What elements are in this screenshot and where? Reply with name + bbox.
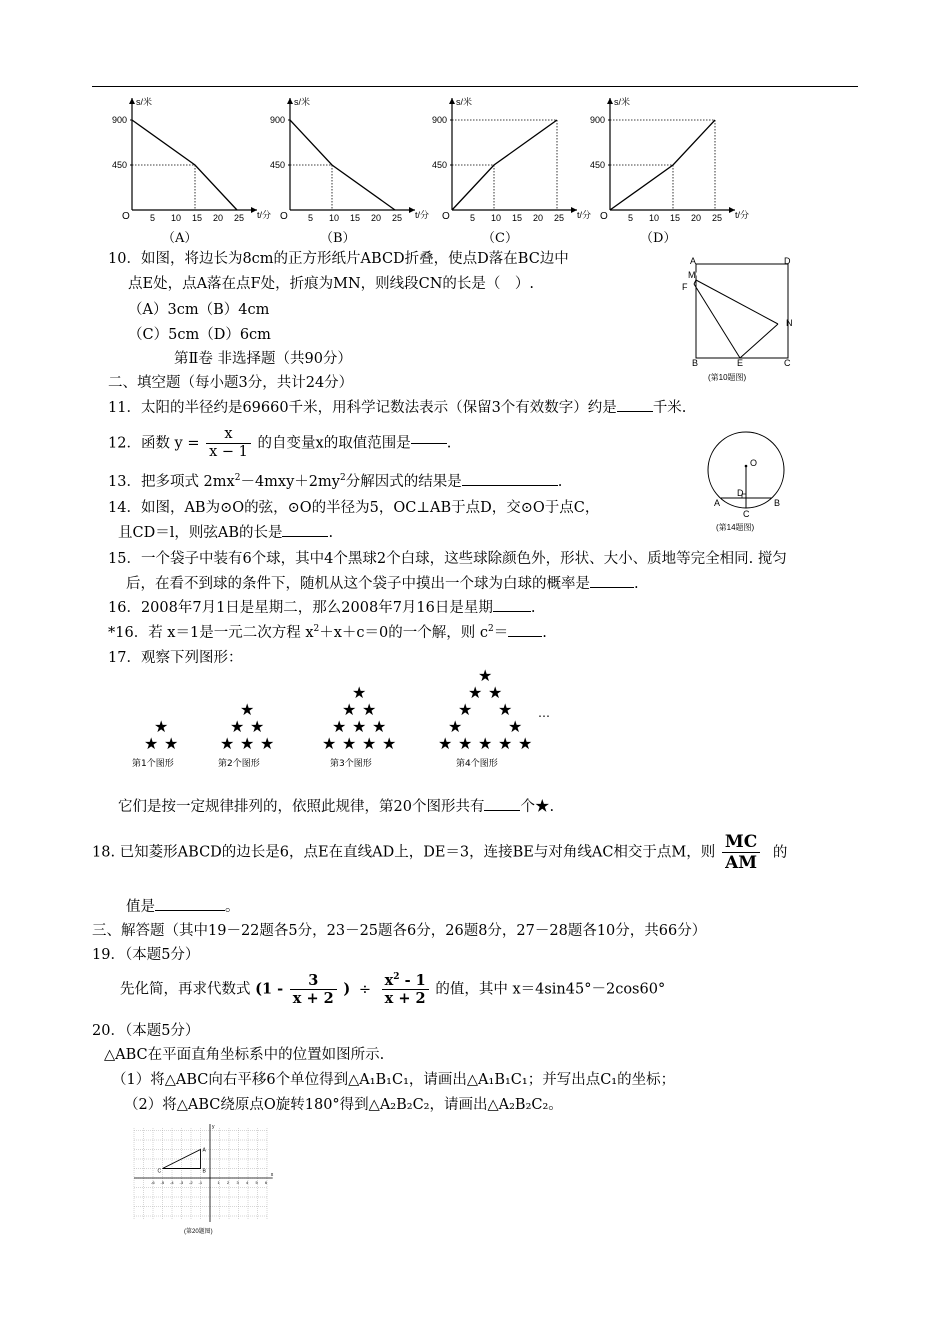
star: ★ (164, 734, 179, 753)
x-label: t/分 (415, 210, 430, 220)
tick-label: -1 (198, 1180, 203, 1185)
star: ★ (352, 683, 367, 702)
y-tick-label: 450 (432, 160, 448, 170)
y-tick-label: 900 (112, 115, 128, 125)
q19-f1-num: 3 (290, 972, 337, 990)
star: ★ (498, 700, 513, 719)
star: ★ (240, 700, 255, 719)
x-tick-label: 10 (171, 213, 182, 223)
y-label: s/米 (136, 97, 153, 107)
q16-text: 16．2008年7月1日是星期二，那么2008年7月16日是星期 (108, 600, 493, 616)
q10-label-c: C (784, 358, 791, 368)
q19-f2-num-tail: - 1 (399, 972, 426, 989)
x-tick-label: 20 (533, 213, 544, 223)
q10-label-m: M (688, 270, 696, 280)
q10-label-f: F (682, 282, 688, 292)
q13-end: . (557, 474, 563, 490)
star: ★ (518, 734, 533, 753)
y-tick-label: 450 (590, 160, 606, 170)
star: ★ (250, 717, 265, 736)
graph-letter: （D） (640, 231, 677, 246)
star: ★ (458, 700, 473, 719)
q17-after-pre: 它们是按一定规律排列的，依照此规律，第20个图形共有 (118, 799, 485, 815)
x-tick-label: 15 (350, 213, 361, 223)
star-figure-caption: 第4个图形 (456, 759, 498, 769)
graph-2 (432, 96, 591, 246)
origin-label: O (122, 211, 130, 222)
q10-label-b: B (692, 358, 699, 368)
q16b-mid: ＋x＋c＝0的一个解，则 c (319, 625, 488, 641)
star: ★ (260, 734, 275, 753)
star: ★ (468, 683, 483, 702)
x-tick-label: 5 (628, 213, 634, 223)
x-tick-label: 10 (649, 213, 660, 223)
q18-denominator: AM (725, 853, 758, 873)
star-figure-caption: 第1个图形 (132, 759, 174, 769)
q14-label-b: B (774, 498, 781, 508)
q16b: *16．若 x＝1是一元二次方程 $x^2+x+c=0$的一个解，则 $c^2=$ . (108, 624, 547, 641)
x-tick-label: 10 (329, 213, 340, 223)
graph-letter: （A） (162, 231, 198, 246)
tick-label: 3 (236, 1180, 239, 1185)
q17-text: 17．观察下列图形： (108, 650, 243, 666)
x-tick-label: 15 (670, 213, 681, 223)
label-y: y (212, 1124, 215, 1130)
q14-label-c: C (743, 509, 750, 519)
graphs-svg (100, 92, 860, 252)
x-tick-label: 25 (234, 213, 245, 223)
q18-line2-text: 值是 (126, 899, 155, 915)
q19-f2-num: $x^2 - 1$ (382, 972, 429, 990)
q18-end: 。 (225, 899, 240, 915)
q17-after-post: 个★. (520, 799, 555, 815)
q16-answer-blank[interactable] (493, 611, 531, 612)
q19-fraction1 (290, 972, 337, 1007)
q14-answer-blank[interactable] (282, 536, 328, 537)
section3-heading: 三、解答题（其中19－22题各5分，23－25题各6分，26题8分，27－28题各10分，共66分） (92, 923, 707, 939)
star: ★ (240, 734, 255, 753)
q17-answer-blank[interactable] (484, 810, 520, 811)
q18-line2 (126, 898, 240, 916)
q12-post: 的自变量x的取值范围是 (257, 435, 411, 452)
q10-line1: 10．如图，将边长为8cm的正方形纸片ABCD折叠，使点D落在BC边中 (108, 251, 569, 267)
x-tick-label: 10 (491, 213, 502, 223)
y-arrow (607, 98, 613, 104)
star: ★ (230, 717, 245, 736)
q16b-answer-blank[interactable] (508, 636, 542, 637)
label-x: x (270, 1172, 274, 1178)
q14-line2 (118, 524, 333, 542)
q11 (108, 399, 686, 417)
label-b: B (202, 1168, 206, 1175)
q19-lpar: (1 - (255, 980, 284, 998)
star-figure-caption: 第2个图形 (218, 759, 260, 769)
star: ★ (508, 717, 523, 736)
q18-answer-blank[interactable] (155, 910, 225, 911)
y-label: s/米 (456, 97, 473, 107)
star: ★ (478, 666, 493, 685)
tick-label: 1 (217, 1180, 220, 1185)
y-arrow (449, 98, 455, 104)
tick-label: -4 (170, 1180, 174, 1185)
graphs-row (100, 92, 860, 252)
star: ★ (372, 717, 387, 736)
q10-caption: (第10题图) (708, 373, 747, 382)
q17-star-figures (120, 668, 560, 776)
q13-mid: －4mxy＋2my (240, 474, 340, 490)
q20-line1: △ABC在平面直角坐标系中的位置如图所示. (104, 1047, 385, 1063)
tick-label: -6 (151, 1180, 155, 1185)
y-tick-label: 450 (270, 160, 286, 170)
q12-pre: 12．函数 y = (108, 435, 200, 452)
q16b-end: . (542, 625, 547, 641)
section2-heading: 二、填空题（每小题3分，共计24分） (108, 375, 354, 391)
x-label: t/分 (257, 210, 272, 220)
tick-label: 5 (255, 1180, 258, 1185)
x-tick-label: 15 (512, 213, 523, 223)
q15-line1: 15．一个袋子中装有6个球，其中4个黑球2个白球，这些球除颜色外，形状、大小、质地等完全相同. 搅匀 (108, 551, 787, 567)
x-tick-label: 25 (392, 213, 403, 223)
star: ★ (144, 734, 159, 753)
q15-line2 (126, 575, 639, 593)
x-tick-label: 5 (308, 213, 314, 223)
y-arrow (287, 98, 293, 104)
x-tick-label: 5 (470, 213, 476, 223)
q16b-post: ＝ (493, 625, 509, 641)
q13-answer-blank[interactable] (462, 485, 558, 486)
q10-label-e: E (737, 358, 744, 368)
star: ★ (448, 717, 463, 736)
x-tick-label: 25 (712, 213, 723, 223)
q18-text: 18. 已知菱形ABCD的边长是6，点E在直线AD上，DE＝3，连接BE与对角线AC相交于点M，则 (92, 844, 716, 861)
q14-label-o: O (750, 458, 758, 468)
star: ★ (438, 734, 453, 753)
graph-0 (112, 96, 271, 246)
q13-pre: 13．把多项式 2mx (108, 474, 235, 490)
q12-end: . (446, 435, 452, 452)
star: ★ (352, 717, 367, 736)
q10-option-cd: （C）5cm（D）6cm (128, 327, 271, 343)
q14-figure (700, 428, 800, 538)
star: ★ (362, 700, 377, 719)
q18-fraction (722, 832, 760, 873)
tick-label: 4 (246, 1180, 249, 1185)
q11-answer-blank[interactable] (617, 411, 653, 412)
q10-option-ab: （A）3cm（B）4cm (128, 302, 270, 318)
x-label: t/分 (735, 210, 750, 220)
star: ★ (362, 734, 377, 753)
q18-post: 的 (772, 844, 788, 861)
q15-answer-blank[interactable] (590, 587, 634, 588)
star: ★ (488, 683, 503, 702)
part2-heading: 第Ⅱ卷 非选择题（共90分） (174, 351, 352, 367)
q10-label-a: A (690, 256, 697, 266)
x-tick-label: 20 (213, 213, 224, 223)
y-arrow (129, 98, 135, 104)
q12 (108, 426, 451, 461)
star: ★ (342, 734, 357, 753)
q15-end: . (634, 576, 639, 592)
q16b-pre: *16．若 x＝1是一元二次方程 x (108, 625, 314, 641)
q19-div: ÷ (358, 981, 371, 998)
x-tick-label: 5 (150, 213, 156, 223)
star: ★ (154, 717, 169, 736)
star: ★ (478, 734, 493, 753)
q20-line3: （2）将△ABC绕原点O旋转180°得到△A₂B₂C₂，请画出△A₂B₂C₂。 (124, 1097, 563, 1113)
q16-end: . (530, 600, 536, 616)
star: ★ (382, 734, 397, 753)
q12-denominator: x − 1 (209, 444, 248, 460)
q19-f2-den: x + 2 (384, 990, 426, 1007)
x-tick-label: 15 (192, 213, 203, 223)
q10-label-d: D (784, 256, 791, 266)
star: ★ (322, 734, 337, 753)
q14-line2-text: 且CD＝l，则弦AB的长是 (118, 525, 283, 541)
q17-after (118, 798, 554, 816)
x-label: t/分 (577, 210, 592, 220)
q11-text: 11．太阳的半径约是69660千米，用科学记数法表示（保留3个有效数字）约是 (108, 400, 617, 416)
origin-label: O (600, 211, 608, 222)
label-a: A (202, 1147, 206, 1154)
q20-caption: (第20题图) (184, 1229, 213, 1235)
y-tick-label: 900 (270, 115, 286, 125)
star: ★ (458, 734, 473, 753)
q13: 13．把多项式 $2mx^2-4mxy+2my^2$分解因式的结果是 . (108, 473, 563, 490)
y-label: s/米 (614, 97, 631, 107)
q20-line2: （1）将△ABC向右平移6个单位得到△A₁B₁C₁，请画出△A₁B₁C₁；并写出点C₁的坐标； (112, 1072, 676, 1088)
q19-fraction2 (382, 972, 429, 1007)
x-tick-label: 25 (554, 213, 565, 223)
graph-3 (590, 96, 749, 246)
star: ★ (220, 734, 235, 753)
star: ★ (342, 700, 357, 719)
q19-expression (120, 972, 665, 1007)
q10-line2: 点E处，点A落在点F处，折痕为MN，则线段CN的长是（ ）. (128, 276, 535, 292)
x-tick-label: 20 (691, 213, 702, 223)
q16 (108, 599, 536, 617)
q14-label-d: D (737, 488, 744, 498)
top-rule (92, 86, 858, 87)
origin-label: O (442, 211, 450, 222)
q18-numerator: MC (722, 832, 760, 853)
q19-post: 的值，其中 x＝4sin45°－2cos60° (435, 981, 666, 998)
q19-rpar: ) (343, 980, 351, 998)
tick-label: -3 (179, 1180, 184, 1185)
q12-numerator: x (206, 426, 251, 444)
tick-label: 2 (227, 1180, 230, 1185)
origin-label: O (280, 211, 288, 222)
y-tick-label: 450 (112, 160, 128, 170)
q14-label-a: A (714, 498, 721, 508)
star-figure-caption: 第3个图形 (330, 759, 372, 769)
q12-fraction (206, 426, 251, 461)
tick-label: -2 (189, 1180, 193, 1185)
y-tick-label: 900 (432, 115, 448, 125)
q14-line1: 14．如图，AB为⊙O的弦，⊙O的半径为5，OC⊥AB于点D，交⊙O于点C， (108, 500, 600, 516)
q10-figure (680, 252, 810, 384)
star: ★ (498, 734, 513, 753)
graph-1 (270, 96, 429, 246)
q19-pre: 先化简，再求代数式 (120, 981, 251, 998)
q12-answer-blank[interactable] (411, 443, 447, 444)
q13-post: 分解因式的结果是 (345, 474, 462, 490)
q14-end: . (328, 525, 334, 541)
q19-f2-num-x: x (384, 972, 394, 989)
tick-label: -5 (160, 1180, 165, 1185)
q20-figure (124, 1120, 284, 1240)
label-c: C (157, 1168, 162, 1175)
y-label: s/米 (294, 97, 311, 107)
y-tick-label: 900 (590, 115, 606, 125)
star-ellipsis: … (538, 706, 550, 720)
graph-letter: （B） (320, 231, 356, 246)
q20-title: 20．（本题5分） (92, 1023, 200, 1039)
star: ★ (332, 717, 347, 736)
q10-label-n: N (786, 318, 793, 328)
graph-letter: （C） (482, 231, 518, 246)
q19-title: 19．（本题5分） (92, 947, 200, 963)
q11-unit: 千米. (652, 400, 687, 416)
q19-f1-den: x + 2 (292, 990, 334, 1007)
x-tick-label: 20 (371, 213, 382, 223)
q18 (92, 832, 787, 873)
tick-label: 6 (265, 1180, 268, 1185)
q14-caption: (第14题图) (716, 523, 755, 532)
q15-line2-text: 后，在看不到球的条件下，随机从这个袋子中摸出一个球为白球的概率是 (126, 576, 590, 592)
